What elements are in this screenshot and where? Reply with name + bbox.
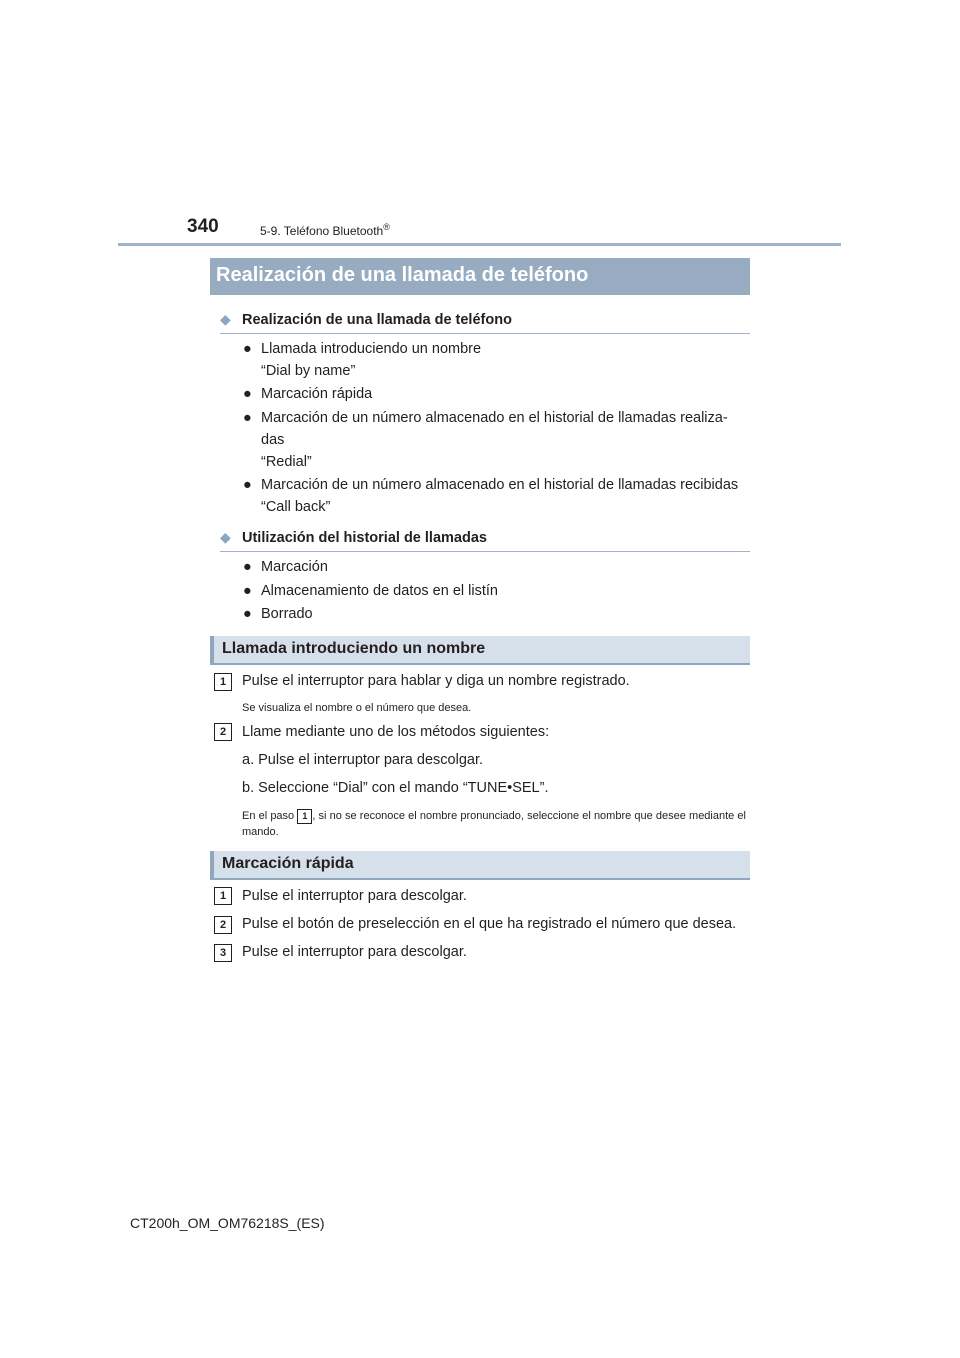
list-item-text-continued: das (261, 432, 285, 448)
footnote-text: , si no se reconoce el nombre pronunciado, seleccione el nombre que (312, 810, 653, 822)
step-note: Se visualiza el nombre o el número que desea. (242, 702, 472, 714)
section-banner-bar (210, 636, 214, 665)
bullet-icon: ● (243, 410, 252, 426)
section-title: Marcación rápida (222, 855, 354, 872)
step-text: Pulse el interruptor para descolgar. (242, 888, 467, 904)
section-banner-bar (210, 851, 214, 880)
bullet-icon: ● (243, 583, 252, 599)
page-number: 340 (187, 216, 219, 237)
section-banner-quick-dial (210, 851, 750, 880)
step-number: 2 (214, 916, 232, 934)
option-a: a. Pulse el interruptor para descolgar. (242, 752, 483, 768)
list-item-call-back (243, 474, 753, 518)
list-item-text: Marcación rápida (261, 386, 373, 402)
subheading-text: Realización de una llamada de teléfono (242, 312, 512, 328)
diamond-icon: ◆ (220, 529, 231, 545)
list-item-redial (243, 407, 753, 473)
list-item-quick-dial (243, 383, 753, 405)
bullet-icon: ● (243, 341, 252, 357)
step-footnote (242, 808, 746, 840)
step-text: Pulse el interruptor para hablar y diga un nombre registrado. (242, 673, 630, 689)
list-item-dial-by-name (243, 338, 753, 382)
section-banner-dial-by-name (210, 636, 750, 665)
step-number: 1 (214, 673, 232, 691)
subheading-text: Utilización del historial de llamadas (242, 530, 487, 546)
list-item-dialing (243, 556, 753, 578)
subheading-call-history (220, 529, 750, 552)
registered-mark: ® (383, 222, 390, 232)
bullet-icon: ● (243, 606, 252, 622)
footnote-text-continued: desee mediante el mando. (242, 810, 746, 838)
section-reference-text: 5-9. Teléfono Bluetooth (260, 224, 384, 238)
inline-step-reference: 1 (297, 809, 312, 824)
list-item-text: Borrado (261, 606, 313, 622)
diamond-icon: ◆ (220, 311, 231, 327)
list-item-delete (243, 603, 753, 625)
step-text: Llame mediante uno de los métodos siguientes: (242, 724, 550, 740)
list-item-text: Almacenamiento de datos en el listín (261, 583, 498, 599)
list-item-text: Marcación de un número almacenado en el historial de llamadas recibidas (261, 477, 739, 493)
list-item-subtext: “Redial” (261, 454, 312, 470)
step-text: Pulse el botón de preselección en el que ha registrado el número que desea. (242, 916, 737, 932)
list-item-subtext: “Dial by name” (261, 363, 356, 379)
bullet-icon: ● (243, 477, 252, 493)
section-title: Llamada introduciendo un nombre (222, 640, 486, 657)
step-number: 1 (214, 887, 232, 905)
bullet-icon: ● (243, 559, 252, 575)
step-number: 2 (214, 723, 232, 741)
subheading-making-call (220, 311, 750, 334)
section-reference (260, 222, 390, 238)
main-title: Realización de una llamada de teléfono (216, 264, 589, 286)
list-item-store-contacts (243, 580, 753, 602)
step-text: Pulse el interruptor para descolgar. (242, 944, 467, 960)
list-item-text: Llamada introduciendo un nombre (261, 341, 482, 357)
main-title-banner (210, 258, 750, 295)
header-rule (118, 243, 841, 246)
document-code: CT200h_OM_OM76218S_(ES) (130, 1215, 325, 1231)
footnote-prefix: En el paso (242, 810, 295, 822)
list-item-text: Marcación de un número almacenado en el historial de llamadas realiza- (261, 410, 728, 426)
step-number: 3 (214, 944, 232, 962)
option-b: b. Seleccione “Dial” con el mando “TUNE•SEL”. (242, 780, 549, 796)
list-item-text: Marcación (261, 559, 328, 575)
bullet-icon: ● (243, 386, 252, 402)
list-item-subtext: “Call back” (261, 499, 331, 515)
